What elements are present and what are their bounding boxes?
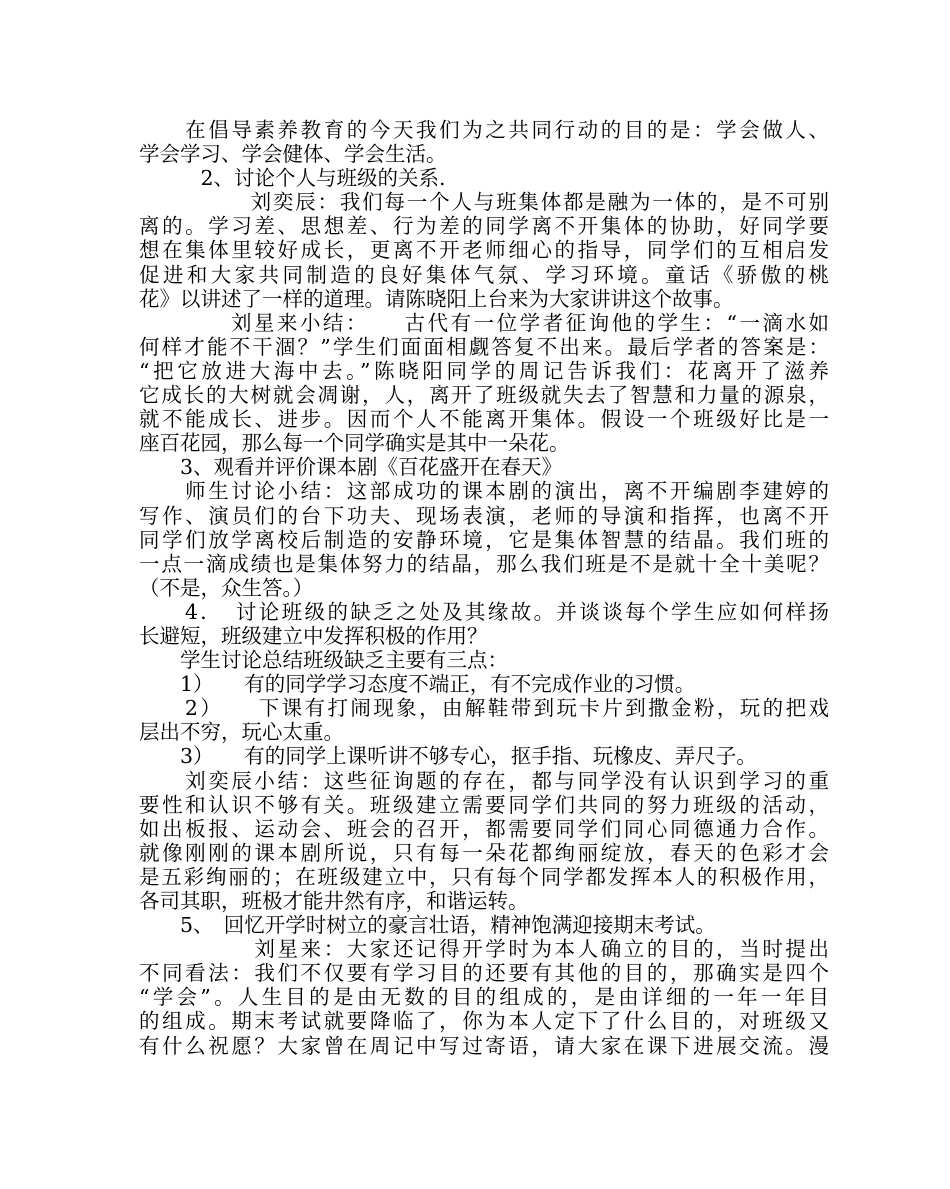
document-body-text [139, 118, 829, 1058]
text-line: 2、讨论个人与班级的关系. [139, 166, 446, 191]
text-line: “学会”。人生目的是由无数的目的组成的，是由详细的一年一年目 [139, 985, 829, 1010]
text-line: 1） 有的同学学习态度不端正，有不完成作业的习惯。 [139, 672, 696, 697]
text-line: 一点一滴成绩也是集体努力的结晶，那么我们班是不是就十全十美呢？ [139, 551, 829, 576]
text-line: 刘奕辰小结：这些征询题的存在，都与同学没有认识到学习的重 [139, 768, 829, 793]
text-line: 刘奕辰：我们每一个人与班集体都是融为一体的，是不可别 [139, 190, 829, 215]
text-line: 层出不穷，玩心太重。 [139, 720, 344, 745]
text-line: 要性和认识不够有关。班级建立需要同学们共同的努力班级的活动， [139, 792, 829, 817]
text-line: 在倡导素养教育的今天我们为之共同行动的目的是：学会做人、 [139, 118, 829, 142]
text-line: 3） 有的同学上课听讲不够专心，抠手指、玩橡皮、弄尺子。 [139, 744, 757, 769]
text-line: 刘星来：大家还记得开学时为本人确立的目的，当时提出 [139, 937, 829, 962]
text-line: 就像刚刚的课本剧所说，只有每一朵花都绚丽绽放，春天的色彩才会 [139, 840, 829, 865]
text-line: 何样才能不干涸？”学生们面面相觑答复不出来。最后学者的答案是： [139, 334, 829, 359]
text-line: （不是，众生答。） [139, 575, 314, 600]
text-line: 想在集体里较好成长，更离不开老师细心的指导，同学们的互相启发 [139, 238, 829, 263]
text-line: 学生讨论总结班级缺乏主要有三点： [139, 648, 508, 673]
text-line: 就不能成长、进步。因而个人不能离开集体。假设一个班级好比是一 [139, 407, 829, 432]
text-line: 花》以讲述了一样的道理。请陈晓阳上台来为大家讲讲这个故事。 [139, 286, 734, 311]
text-line: 长避短，班级建立中发挥积极的作用？ [139, 623, 488, 648]
text-line: 促进和大家共同制造的良好集体气氛、学习环境。童话《骄傲的桃 [139, 262, 829, 287]
text-line: 刘星来小结： 古代有一位学者征询他的学生：“一滴水如 [139, 310, 829, 335]
text-line: 是五彩绚丽的；在班级建立中，只有每个同学都发挥本人的积极作用， [139, 864, 829, 889]
text-line: 离的。学习差、思想差、行为差的同学离不开集体的协助，好同学要 [139, 214, 829, 239]
text-line: 3、观看并评价课本剧《百花盛开在春天》 [139, 455, 563, 480]
text-line: 的组成。期末考试就要降临了，你为本人定下了什么目的，对班级又 [139, 1009, 829, 1034]
text-line: 有什么祝愿？大家曾在周记中写过寄语，请大家在课下进展交流。漫 [139, 1033, 829, 1058]
text-line: 如出板报、运动会、班会的召开，都需要同学们同心同德通力合作。 [139, 816, 829, 841]
text-line: 它成长的大树就会凋谢，人，离开了班级就失去了智慧和力量的源泉， [139, 383, 829, 408]
text-line: 各司其职，班极才能井然有序，和谐运转。 [139, 889, 529, 913]
text-line: 同学们放学离校后制造的安静环境，它是集体智慧的结晶。我们班的 [139, 527, 829, 552]
text-line: 师生讨论小结：这部成功的课本剧的演出，离不开编剧李建婷的 [139, 479, 829, 504]
text-line: 2） 下课有打闹现象，由解鞋带到玩卡片到撒金粉，玩的把戏 [139, 696, 829, 721]
text-line: 学会学习、学会健体、学会生活。 [139, 142, 447, 167]
text-line: 5、 回忆开学时树立的豪言壮语，精神饱满迎接期末考试。 [139, 913, 716, 938]
text-line: 不同看法：我们不仅要有学习目的还要有其他的目的，那确实是四个 [139, 961, 829, 986]
text-line: 写作、演员们的台下功夫、现场表演，老师的导演和指挥，也离不开 [139, 503, 829, 528]
text-line: 座百花园，那么每一个同学确实是其中一朵花。 [139, 431, 570, 456]
text-line: “把它放进大海中去。”陈晓阳同学的周记告诉我们：花离开了滋养 [139, 358, 829, 383]
text-line: 4． 讨论班级的缺乏之处及其缘故。并谈谈每个学生应如何样扬 [139, 599, 829, 624]
